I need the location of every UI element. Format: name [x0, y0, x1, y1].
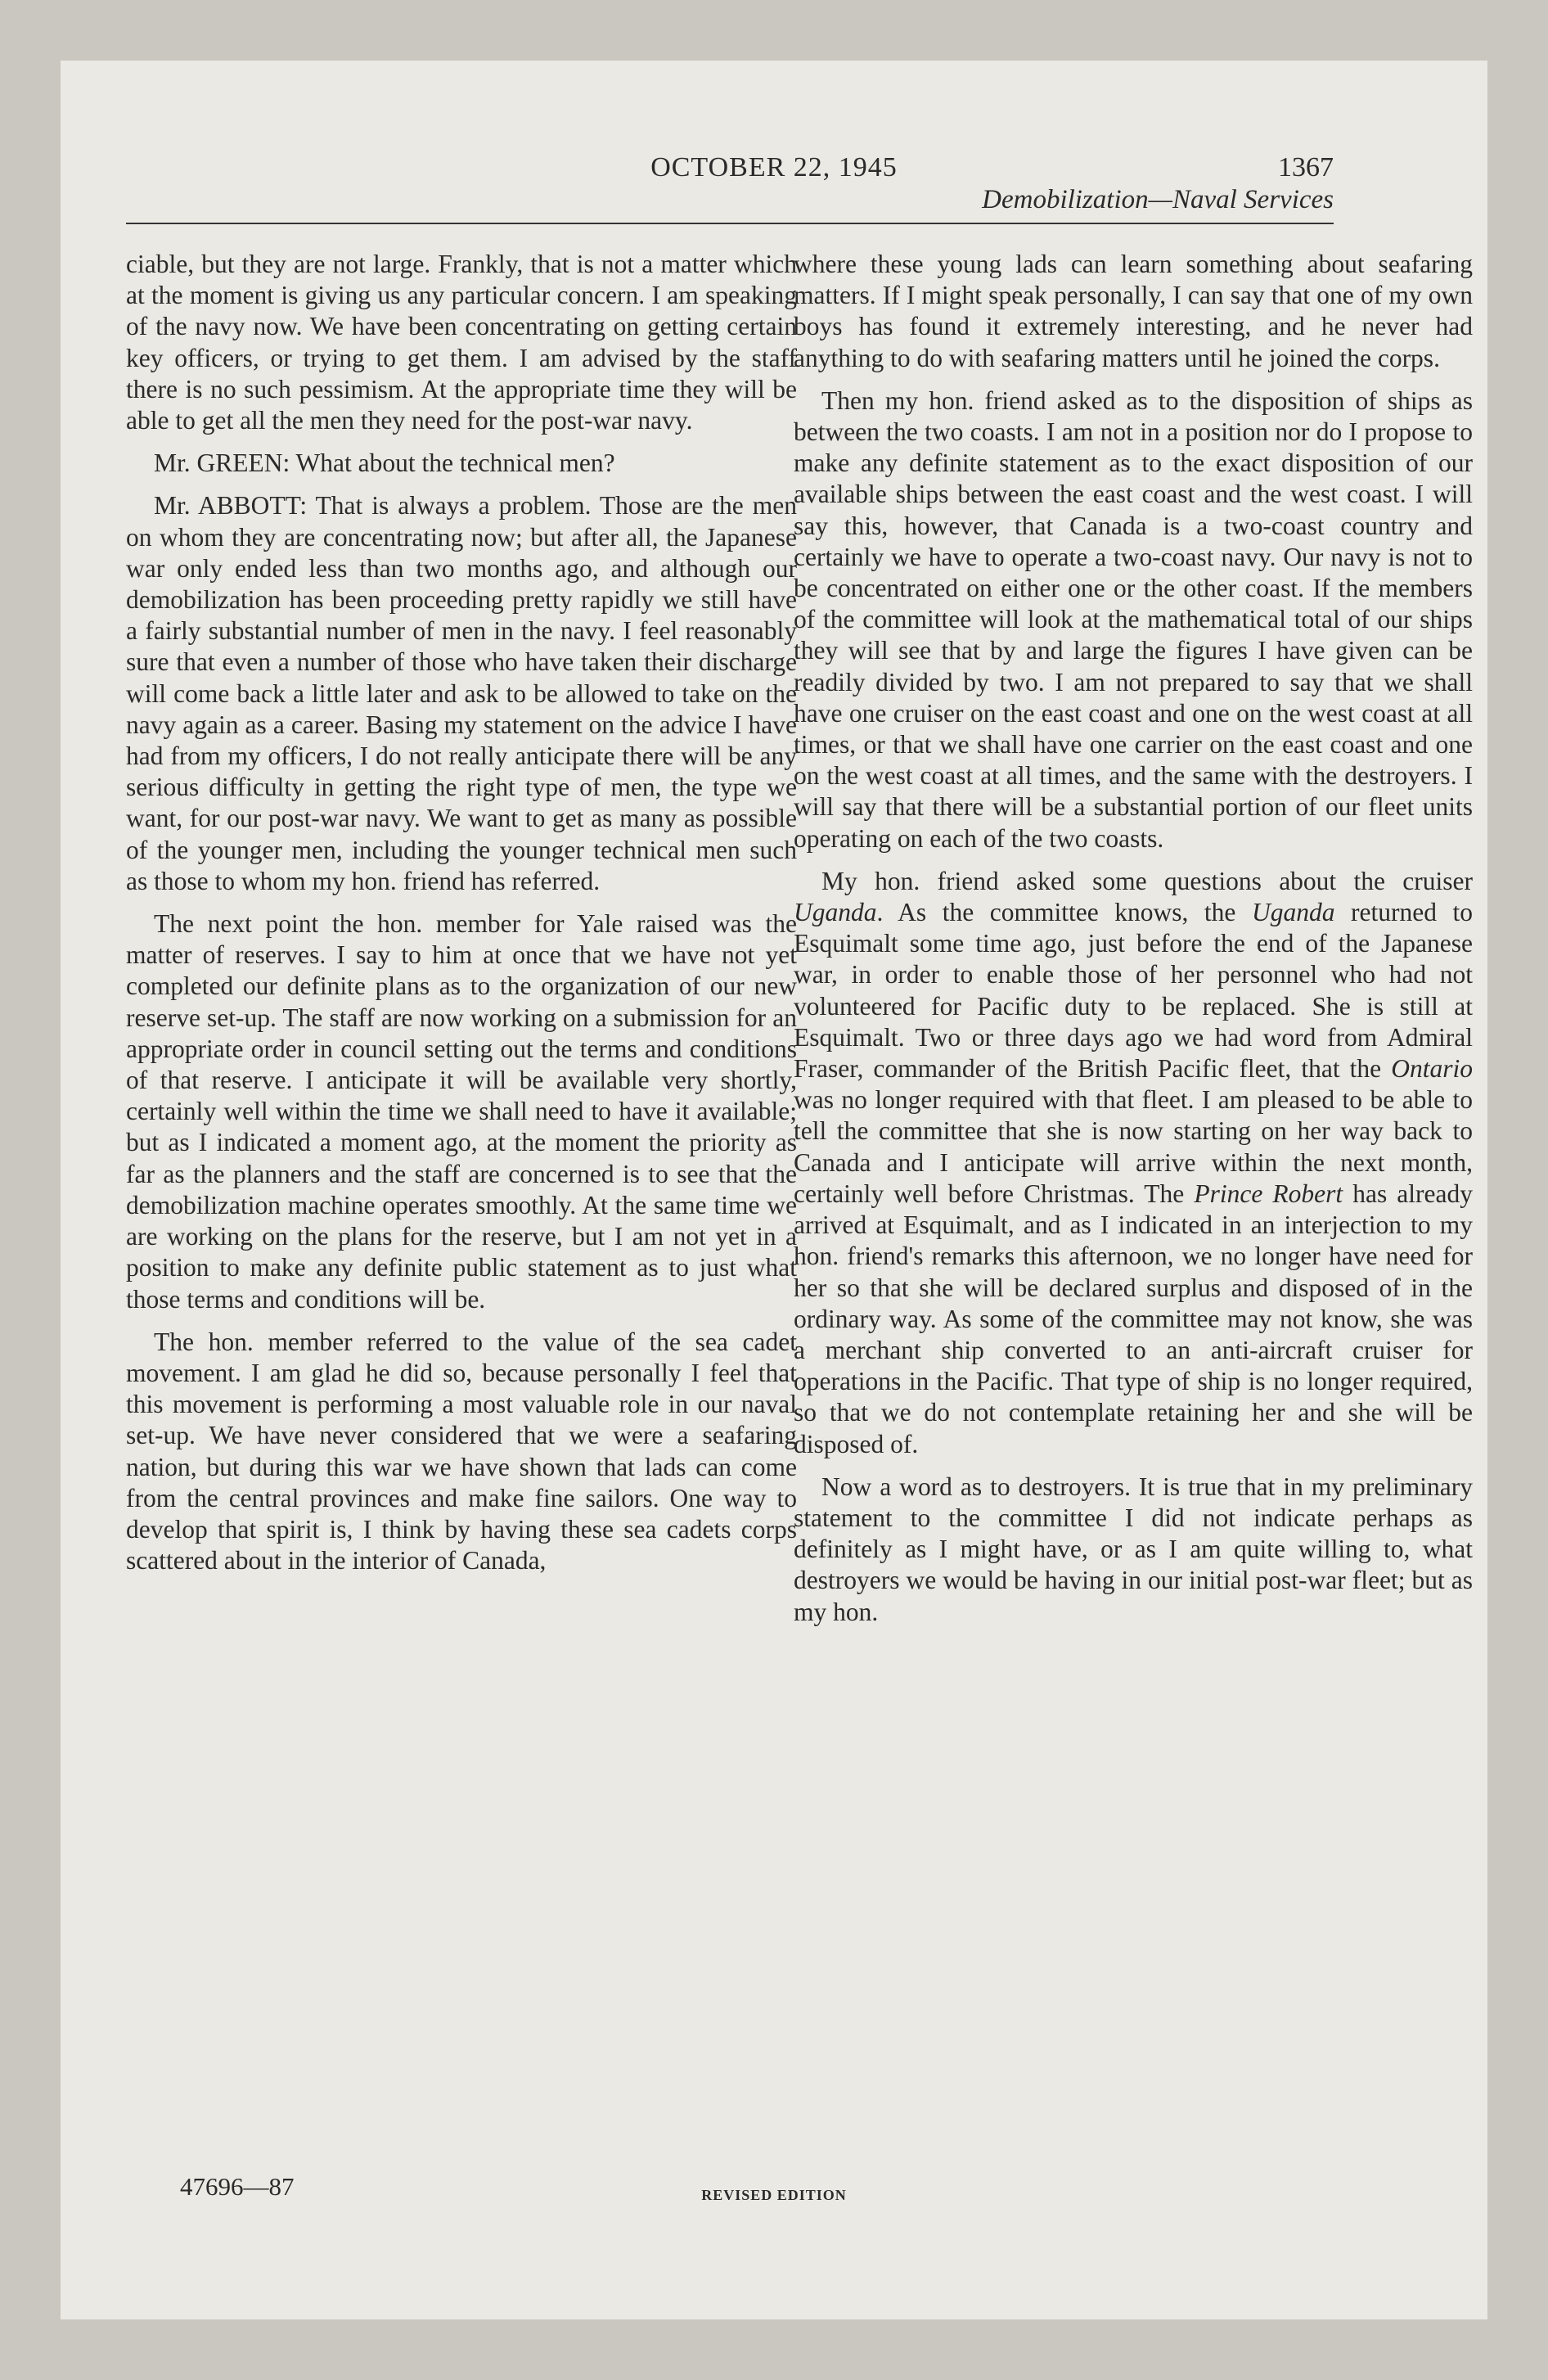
right-paragraph-4: Now a word as to destroyers. It is true that in my preliminary statement to the committee I did not indicate perhaps as definitely as I might have, or as I am quite willing to, what destroyers we would be having in our initial post-war fleet; but as my hon.	[794, 1472, 1473, 1626]
document-page	[61, 61, 1487, 2319]
left-paragraph-1: ciable, but they are not large. Frankly, that is not a matter which at the moment is giving us any particular concern. I am speaking of the navy now. We have been concentrating on getting certain key officers, or trying to get them. I am advised by the staff there is no such pessimism. At the appropriate time they will be able to get all the men they need for the post-war navy.	[126, 250, 797, 435]
ship-name-ontario: Ontario	[1391, 1054, 1473, 1084]
right-column	[794, 249, 1473, 1628]
right-paragraph-3-text-c: returned to Esquimalt some time ago, just before the end of the Japanese war, in order to enable those of her personnel who had not volunteered for Pacific duty to be replaced. She is still at Esquimalt. Two or three days ago we had word from Admiral Fraser, commander of the British Pacific fleet, that the	[794, 898, 1473, 1084]
header-date: OCTOBER 22, 1945	[650, 152, 898, 183]
right-paragraph-3	[794, 866, 1473, 1460]
footer-code: 47696—87	[180, 2172, 295, 2201]
left-paragraph-2: Mr. GREEN: What about the technical men?	[154, 449, 615, 478]
right-paragraph-3-text-b: . As the committee knows, the	[876, 898, 1252, 927]
right-paragraph-1: where these young lads can learn something about seafaring matters. If I might speak personally, I can say that one of my own boys has found it extremely interesting, and he never had anything to do with seafaring matters until he joined the corps.	[794, 250, 1473, 372]
header-subject: Demobilization—Naval Services	[982, 185, 1334, 214]
left-paragraph-3: Mr. ABBOTT: That is always a problem. Those are the men on whom they are concentrating now; but after all, the Japanese war only ended less than two months ago, and although our demobilization has been proceeding pretty rapidly we still have a fairly substantial number of men in the navy. I feel reasonably sure that even a number of those who have taken their discharge will come back a little later and ask to be allowed to take on the navy again as a career. Basing my statement on the advice I have had from my officers, I do not really anticipate there will be any serious difficulty in getting the right type of men, the type we want, for our post-war navy. We want to get as many as possible of the younger men, including the younger technical men such as those to whom my hon. friend has referred.	[126, 491, 797, 895]
right-paragraph-3-text-e: has already arrived at Esquimalt, and as I indicated in an interjection to my hon. friend's remarks this afternoon, we no longer have need for her so that she will be declared surplus and disposed of in the ordinary way. As some of the committee may not know, she was a merchant ship converted to an anti-aircraft cruiser for operations in the Pacific. That type of ship is no longer required, so that we do not contemplate retaining her and she will be disposed of.	[794, 1179, 1473, 1458]
ship-name-uganda: Uganda	[794, 898, 877, 927]
header-rule	[126, 223, 1334, 224]
right-paragraph-3-text-d: was no longer required with that fleet. I am pleased to be able to tell the committee that she is now starting on her way back to Canada and I anticipate will arrive within the next month, certainly well before Christmas. The	[794, 1085, 1473, 1208]
left-column	[126, 249, 797, 1576]
ship-name-uganda-2: Uganda	[1251, 898, 1335, 927]
left-paragraph-5: The hon. member referred to the value of the sea cadet movement. I am glad he did so, because personally I feel that this movement is performing a most valuable role in our naval set-up. We have never considered that we were a seafaring nation, but during this war we have shown that lads can come from the central provinces and make fine sailors. One way to develop that spirit is, I think by having these sea cadets corps scattered about in the interior of Canada,	[126, 1327, 797, 1575]
right-paragraph-3-text-a: My hon. friend asked some questions about the cruiser	[821, 866, 1473, 895]
left-paragraph-4: The next point the hon. member for Yale raised was the matter of reserves. I say to him at once that we have not yet completed our definite plans as to the organization of our new reserve set-up. The staff are now working on a submission for an appropriate order in council setting out the terms and conditions of that reserve. I anticipate it will be available very shortly, certainly well within the time we shall need to have it available; but as I indicated a moment ago, at the moment the priority as far as the planners and the staff are concerned is to see that the demobilization machine operates smoothly. At the same time we are working on the plans for the reserve, but I am not yet in a position to make any definite public statement as to just what those terms and conditions will be.	[126, 909, 797, 1314]
page-number: 1367	[1278, 152, 1334, 183]
footer-edition: REVISED EDITION	[701, 2187, 847, 2203]
right-paragraph-2: Then my hon. friend asked as to the disposition of ships as between the two coasts. I am not in a position nor do I propose to make any definite statement as to the exact disposition of our available ships between the east coast and the west coast. I will say this, however, that Canada is a two-coast country and certainly we have to operate a two-coast navy. Our navy is not to be concentrated on either one or the other coast. If the members of the committee will look at the mathematical total of our ships they will see that by and large the figures I have given can be readily divided by two. I am not prepared to say that we shall have one cruiser on the east coast and one on the west coast at all times, or that we shall have one carrier on the east coast and one on the west coast at all times, and the same with the destroyers. I will say that there will be a substantial portion of our fleet units operating on each of the two coasts.	[794, 385, 1473, 853]
ship-name-prince-robert: Prince Robert	[1194, 1179, 1343, 1208]
